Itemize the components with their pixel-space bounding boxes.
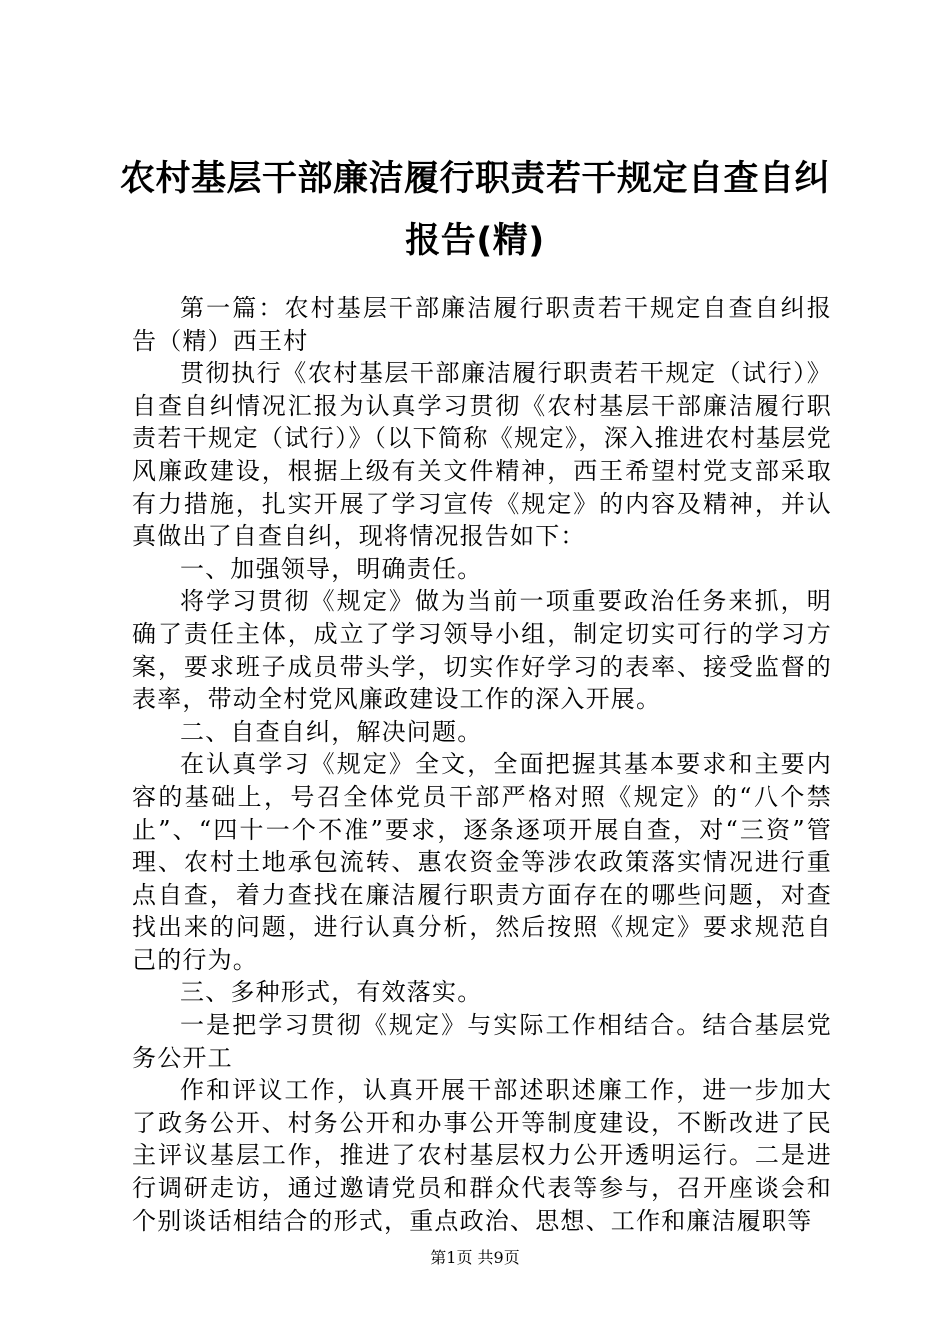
paragraph-1: 第一篇：农村基层干部廉洁履行职责若干规定自查自纠报告（精）西王村 bbox=[132, 294, 832, 355]
title-line-2: 报告(精) bbox=[405, 221, 545, 261]
paragraph-4: 在认真学习《规定》全文，全面把握其基本要求和主要内容的基础上，号召全体党员干部严格对照《规定》的“八个禁止”、“四十一个不准”要求，逐条逐项开展自查，对“三资”管理、农村土地承包流转、惠农资金等涉农政策落实情况进行重点自查，着力查找在廉洁履行职责方面存在的哪些问题，对查找出来的问题，进行认真分析，然后按照《规定》要求规范自己的行为。 bbox=[132, 750, 832, 974]
paragraph-3: 将学习贯彻《规定》做为当前一项重要政治任务来抓，明确了责任主体，成立了学习领导小组，制定切实可行的学习方案，要求班子成员带头学，切实作好学习的表率、接受监督的表率，带动全村党风廉政建设工作的深入开展。 bbox=[132, 587, 832, 714]
page-footer: 第1页 共9页 bbox=[430, 1248, 520, 1267]
document-title bbox=[100, 148, 850, 272]
section-heading-2: 二、自查自纠，解决问题。 bbox=[180, 717, 483, 746]
paragraph-2: 贯彻执行《农村基层干部廉洁履行职责若干规定（试行）》自查自纠情况汇报为认真学习贯彻《农村基层干部廉洁履行职责若干规定（试行）》（以下简称《规定》，深入推进农村基层党风廉政建设，根据上级有关文件精神，西王希望村党支部采取有力措施，扎实开展了学习宣传《规定》的内容及精神，并认真做出了自查自纠，现将情况报告如下： bbox=[132, 359, 832, 551]
section-heading-1: 一、加强领导，明确责任。 bbox=[180, 554, 483, 583]
section-heading-3: 三、多种形式，有效落实。 bbox=[180, 978, 483, 1007]
document-body bbox=[132, 292, 832, 1237]
paragraph-6: 作和评议工作，认真开展干部述职述廉工作，进一步加大了政务公开、村务公开和办事公开等制度建设，不断改进了民主评议基层工作，推进了农村基层权力公开透明运行。二是进行调研走访，通过邀请党员和群众代表等参与，召开座谈会和个别谈话相结合的形式，重点政治、思想、工作和廉洁履职等 bbox=[132, 1076, 832, 1235]
paragraph-5: 一是把学习贯彻《规定》与实际工作相结合。结合基层党务公开工 bbox=[132, 1011, 832, 1072]
title-line-1: 农村基层干部廉洁履行职责若干规定自查自纠 bbox=[119, 159, 830, 199]
